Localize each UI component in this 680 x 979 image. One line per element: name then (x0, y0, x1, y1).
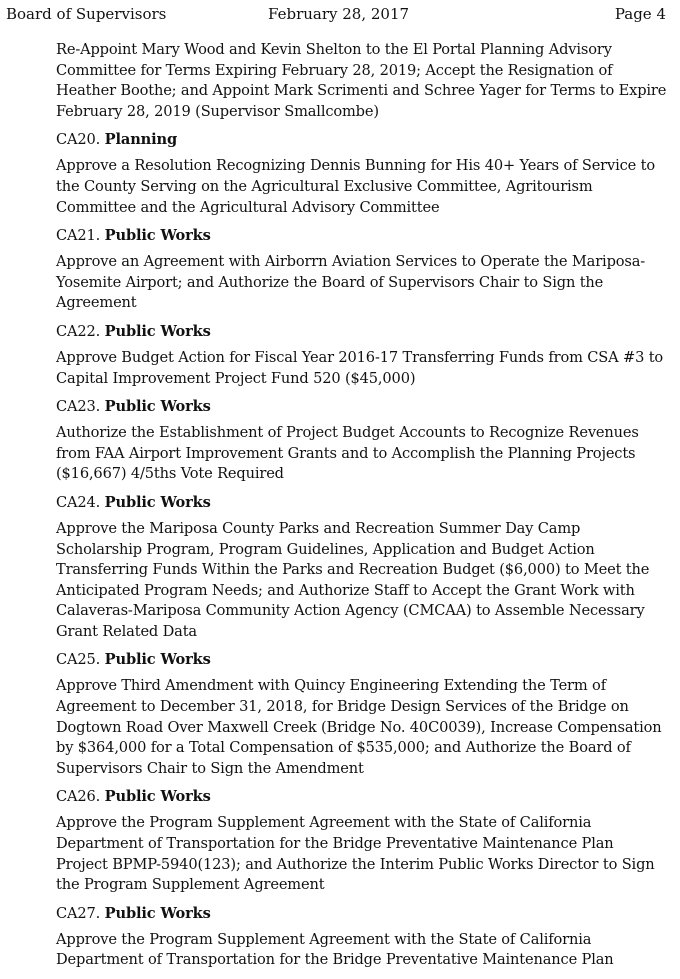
agenda-item-ca21 (56, 226, 668, 314)
agenda-item-ca24 (56, 493, 668, 643)
agenda-item-number: CA24. (56, 493, 101, 511)
agenda-item-number: CA21. (56, 227, 101, 245)
agenda-item-ca26 (56, 787, 668, 895)
agenda-item-department: Planning (104, 131, 178, 149)
agenda-item-number: CA22. (56, 322, 101, 340)
header-page-number: Page 4 (614, 5, 666, 23)
agenda-item-heading (56, 904, 668, 924)
agenda-item-department: Public Works (104, 322, 211, 340)
agenda-item-number: CA25. (56, 651, 101, 669)
agenda-item-text: Approve Third Amendment with Quincy Engineering Extending the Term of Agreement to December 31, 2018, for Bridge Design Services of the Bridge on Dogtown Road Over Maxwell Creek (Bridge No. 40C0039), Increase Compensation by $364,000 for a Total Compensation of $535,000; and Authorize the Board of Supervisors Chair to Sign the Amendment (56, 677, 662, 777)
agenda-item-text: Approve Budget Action for Fiscal Year 2016-17 Transferring Funds from CSA #3 to Capital Improvement Project Fund 520 ($45,000) (56, 348, 664, 387)
agenda-item-department: Public Works (104, 904, 211, 922)
agenda-item-text: Approve the Program Supplement Agreement with the State of California Department of Transportation for the Bridge Preventative Maintenance Plan Project BPMP-5940(123); and Authorize the Interim Public Works Director to Sign the Program Supplement Agreement (56, 814, 655, 894)
agenda-item-heading (56, 226, 668, 246)
agenda-item-number: CA26. (56, 788, 101, 806)
agenda-item-ca23 (56, 397, 668, 485)
agenda-item-department: Public Works (104, 788, 211, 806)
page-header (6, 4, 666, 24)
agenda-item-department: Public Works (104, 398, 211, 416)
agenda-item-text: Approve an Agreement with Airborrn Aviation Services to Operate the Mariposa-Yosemite Airport; and Authorize the Board of Supervisors Chair to Sign the Agreement (56, 253, 646, 312)
agenda-item-number: CA27. (56, 904, 101, 922)
agenda-item-heading (56, 322, 668, 342)
agenda-item-heading (56, 130, 668, 150)
agenda-item-text: Approve the Program Supplement Agreement with the State of California Department of Transportation for the Bridge Preventative Maintenance Plan (56, 930, 614, 969)
agenda-item-number: CA20. (56, 131, 101, 149)
agenda-item-text: Approve a Resolution Recognizing Dennis Bunning for His 40+ Years of Service to the County Serving on the Agricultural Exclusive Committee, Agritourism Committee and the Agricultural Advisory Committee (56, 157, 655, 216)
header-date: February 28, 2017 (268, 5, 410, 23)
agenda-item-number: CA23. (56, 398, 101, 416)
agenda-item-department: Public Works (104, 227, 211, 245)
agenda-item-heading (56, 650, 668, 670)
agenda-content (56, 40, 668, 979)
agenda-item-department: Public Works (104, 651, 211, 669)
agenda-item-department: Public Works (104, 493, 211, 511)
agenda-item-text: Approve the Mariposa County Parks and Recreation Summer Day Camp Scholarship Program, Program Guidelines, Application and Budget Action Transferring Funds Within the Parks and Recreation Budget ($6,000) to Meet the Anticipated Program Needs; and Authorize Staff to Accept the Grant Work with Calaveras-Mariposa Community Action Agency (CMCAA) to Assemble Necessary Grant Related Data (56, 519, 650, 640)
agenda-item-heading (56, 397, 668, 417)
agenda-item-ca20 (56, 130, 668, 218)
continued-item-text: Re-Appoint Mary Wood and Kevin Shelton to the El Portal Planning Advisory Committee for Terms Expiring February 28, 2019; Accept the Resignation of Heather Boothe; and Appoint Mark Scrimenti and Schree Yager for Terms to Expire February 28, 2019 (Supervisor Smallcombe) (56, 41, 667, 120)
agenda-item-heading (56, 493, 668, 513)
agenda-item-ca25 (56, 650, 668, 779)
agenda-item-ca27 (56, 904, 668, 971)
agenda-item-text: Authorize the Establishment of Project Budget Accounts to Recognize Revenues from FAA Airport Improvement Grants and to Accomplish the Planning Projects ($16,667) 4/5ths Vote Required (56, 424, 639, 483)
header-board-name: Board of Supervisors (6, 5, 167, 23)
agenda-item-heading (56, 787, 668, 807)
agenda-item-ca22 (56, 322, 668, 389)
